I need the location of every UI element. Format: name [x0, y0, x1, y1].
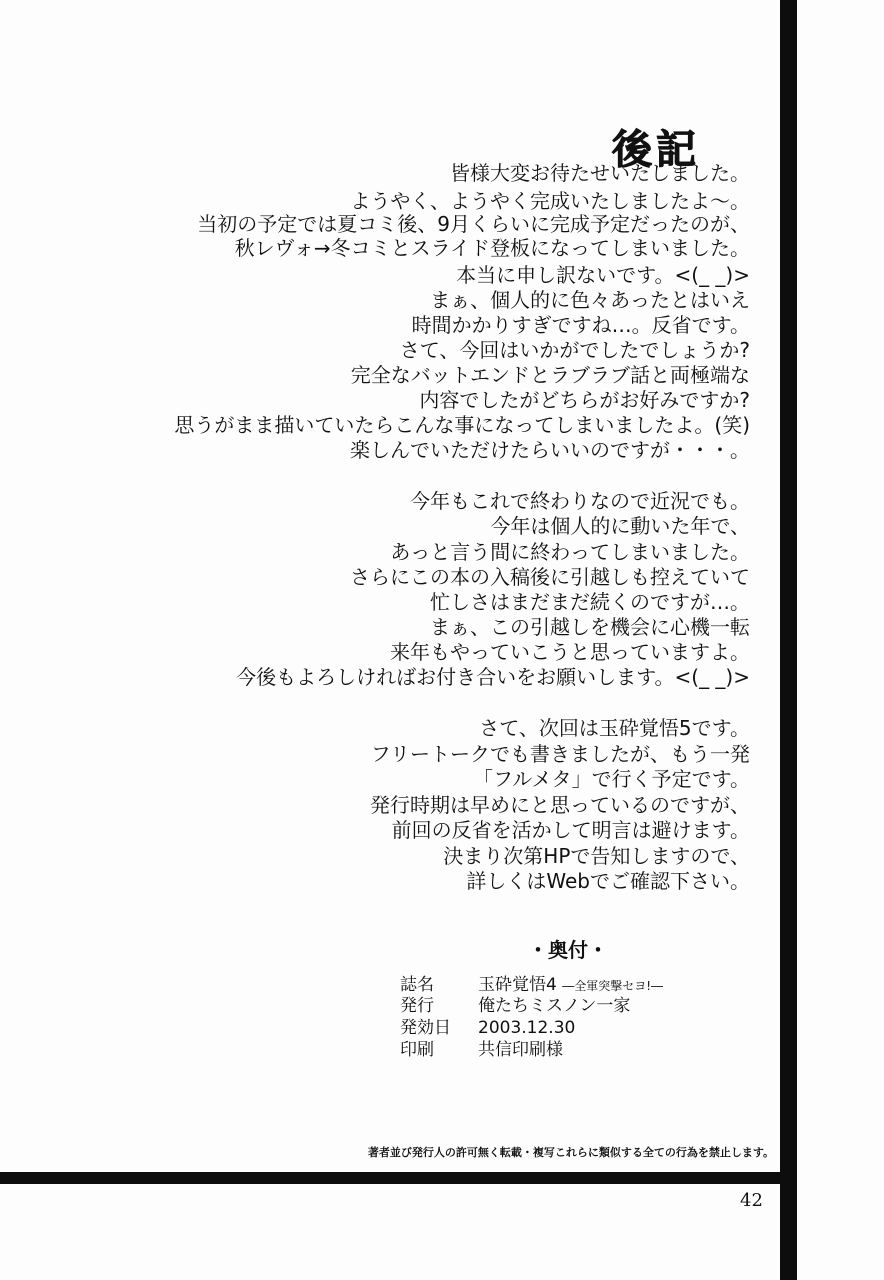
colophon-row	[400, 1017, 575, 1039]
text-line: ようやく、ようやく完成いたしましたよ～。	[350, 189, 750, 213]
text-line: フリートークでも書きましたが、もう一発	[370, 742, 750, 766]
text-line: まぁ、個人的に色々あったとはいえ	[430, 288, 750, 312]
text-line: 前回の反省を活かして明言は避けます。	[391, 818, 750, 842]
copyright-notice: 著者並び発行人の許可無く転載・複写これらに類似する全ての行為を禁止します。	[367, 1146, 774, 1159]
colophon-row	[400, 974, 663, 997]
afterword-title: 後記	[612, 127, 700, 173]
text-line: あっと言う間に終わってしまいました。	[390, 540, 750, 564]
colophon-label: 印刷	[400, 1040, 434, 1060]
text-line: 忙しさはまだまだ続くのですが…。	[430, 590, 750, 614]
text-line: 今年は個人的に動いた年で、	[490, 514, 750, 538]
colophon-row	[400, 1039, 563, 1061]
colophon-value: 共信印刷様	[478, 1040, 563, 1060]
text-line: 思うがまま描いていたらこんな事になってしまいましたよ。(笑)	[174, 413, 750, 437]
text-line: 発行時期は早めにと思っているのですが、	[370, 793, 750, 817]
text-line: さて、次回は玉砕覚悟5です。	[479, 716, 750, 740]
text-line: 内容でしたがどちらがお好みですか?	[419, 388, 750, 412]
text-line: 今後もよろしければお付き合いをお願いします。<(_ _)>	[236, 665, 750, 689]
colophon-label: 誌名	[400, 975, 434, 995]
text-line: 詳しくはWebでご確認下さい。	[466, 869, 750, 893]
colophon-heading: ・奥付・	[528, 938, 608, 962]
text-line: 今年もこれで終わりなので近況でも。	[410, 489, 750, 513]
text-line: 本当に申し訳ないです。<(_ _)>	[456, 263, 750, 287]
text-line: 皆様大変お待たせいたしました。	[450, 161, 750, 185]
text-line: 完全なバットエンドとラブラブ話と両極端な	[350, 363, 750, 387]
colophon-subtitle: ―全軍突撃セヨ!―	[562, 979, 664, 993]
page-number: 42	[740, 1190, 763, 1211]
text-line: 決まり次第HPで告知しますので、	[443, 844, 750, 868]
text-line: 楽しんでいただけたらいいのですが・・・。	[350, 438, 750, 462]
colophon-value: 2003.12.30	[478, 1018, 576, 1038]
text-line: さて、今回はいかがでしたでしょうか?	[399, 338, 750, 362]
text-line: 「フルメタ」で行く予定です。	[473, 767, 750, 791]
text-line: まぁ、この引越しを機会に心機一転	[430, 615, 750, 639]
colophon-value: 俺たちミスノン一家	[478, 996, 631, 1016]
colophon-row	[400, 995, 630, 1017]
colophon-label: 発効日	[400, 1018, 451, 1038]
colophon-label: 発行	[400, 996, 434, 1016]
text-line: 当初の予定では夏コミ後、9月くらいに完成予定だったのが、	[197, 212, 750, 236]
text-line: 秋レヴォ→冬コミとスライド登板になってしまいました。	[234, 236, 750, 260]
right-edge-bar	[780, 0, 797, 1280]
colophon-value: 玉砕覚悟4	[478, 975, 557, 995]
bottom-edge-bar	[0, 1172, 797, 1184]
text-line: 時間かかりすぎですね…。反省です。	[411, 313, 750, 337]
text-line: 来年もやっていこうと思っていますよ。	[390, 640, 750, 664]
text-line: さらにこの本の入稿後に引越しも控えていて	[350, 565, 750, 589]
